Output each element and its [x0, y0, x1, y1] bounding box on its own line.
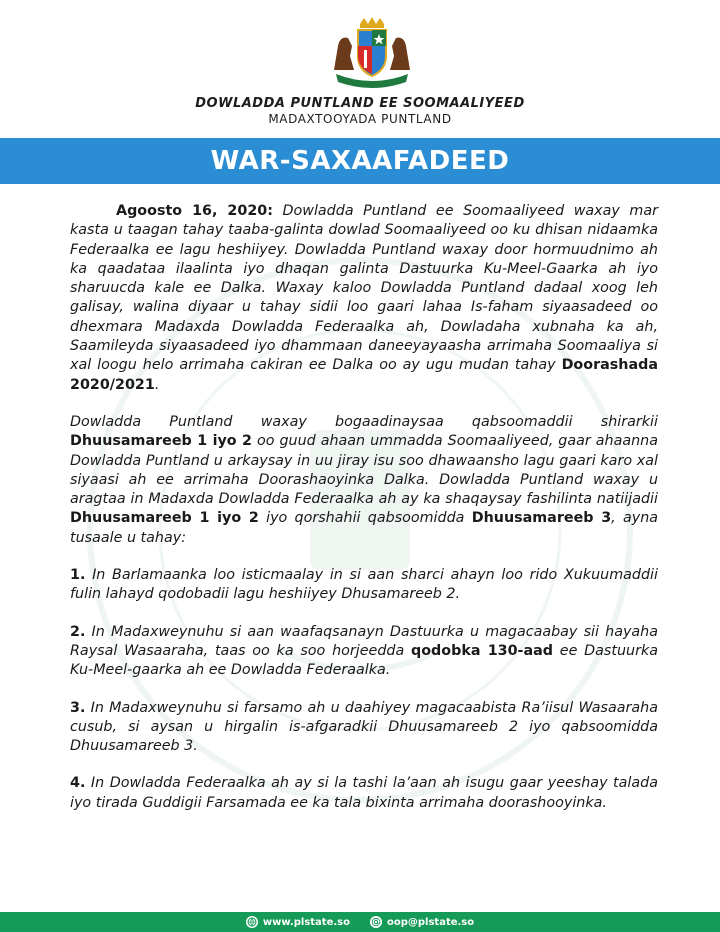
- office-name: MADAXTOOYADA PUNTLAND: [268, 112, 452, 126]
- point-4: [70, 774, 658, 813]
- bold-term: Dhuusamareeb 3: [471, 510, 612, 527]
- title-banner: [0, 138, 720, 184]
- paragraph-text: iyo qorshahii qabsoomidda: [258, 510, 472, 527]
- website-link[interactable]: www.plstate.so: [262, 916, 350, 928]
- paragraph-text: oo guud ahaan ummadda Soomaaliyeed, gaar ahaanna Dowladda Puntland u arkaysay in uu jiray isu soo dhawaansho lagu gaari karo xal siyaasi ah ee arrimaha Doorashaoyinka Dalka. Dowladda Puntland waxay u aragtaa in Madaxda Dowladda Federaalka ah ay ka shaqaysay fashilinta natiijadii: [70, 433, 658, 508]
- email-link[interactable]: oop@plstate.so: [386, 916, 475, 928]
- government-name: DOWLADDA PUNTLAND EE SOOMAALIYEED: [195, 96, 525, 111]
- bold-term: qodobka 130-aad: [411, 642, 554, 659]
- footer-email[interactable]: [370, 916, 474, 928]
- paragraph-text: Dowladda Puntland ee Soomaaliyeed waxay mar kasta u taagan tahay taaba-galinta dowlad Soomaaliyeed oo ku dhisan nidaamka Federaalka ee lagu heshiiyey. Dowladda Puntland waxay door hormuudnimo ah ka qaadataa ilaalinta iyo dhaqan galinta Dastuurka Ku-Meel-Gaarka ah iyo sharuucda kale ee Dalka. Waxay kaloo Dowladda Puntland dadaal xoog leh galisay, walina diyaar u tahay sidii loo gaari lahaa Is-faham siyaasadeed oo dhexmara Madaxda Dowladda Federaalka ah, Dowladaha xubnaha ka ah, Saamileyda siyaasadeed iyo dhammaan daneeyayaasha arrimaha Soomaaliya si xal loogu helo arrimaha cakiran ee Dalka oo ay ugu mudan tahay: [70, 203, 658, 374]
- paragraph-text: Dowladda Puntland waxay bogaadinaysaa qabsoomaddii shirarkii: [70, 413, 658, 430]
- point-number: 4.: [70, 775, 86, 792]
- point-text: In Dowladda Federaalka ah ay si la tashi la’aan ah isugu gaar yeeshay talada iyo tirada Guddigii Farsamada ee ka tala bixinta arrimaha doorashooyinka.: [70, 775, 658, 811]
- paragraph-text: .: [154, 376, 160, 393]
- point-text: ee Dastuurka Ku-Meel-gaarka ah ee Dowladda Federaalka.: [70, 642, 658, 679]
- paragraph-2: [70, 413, 658, 548]
- footer-website[interactable]: [246, 916, 350, 928]
- bold-term: Dhuusamareeb 1 iyo 2: [70, 433, 252, 450]
- puntland-coat-of-arms-logo: [328, 16, 416, 88]
- point-text: In Madaxweynuhu si aan waafaqsanayn Dastuurka u magacaabay sii hayaha Raysal Wasaaraha, taas oo ka soo horjeedda: [70, 623, 658, 659]
- paragraph-1: [70, 202, 658, 395]
- letterhead: [0, 96, 720, 126]
- at-icon: [370, 916, 382, 928]
- bold-term: Dhuusamareeb 1 iyo 2: [70, 510, 259, 527]
- point-number: 2.: [70, 623, 86, 640]
- footer-bar: [0, 912, 720, 932]
- bold-term: Doorashada 2020/2021: [70, 357, 658, 393]
- paragraph-text: , ayna tusaale u tahay:: [70, 510, 659, 546]
- release-date: Agoosto 16, 2020:: [116, 203, 273, 219]
- press-release-title: WAR-SAXAAFADEED: [210, 146, 510, 176]
- point-text: In Barlamaanka loo isticmaalay in si aan sharci ahayn loo rido Xukuumaddii fulin lahayd qodobadii lagu heshiiyey Dhusamareeb 2.: [70, 567, 658, 603]
- globe-icon: [246, 916, 258, 928]
- point-3: [70, 699, 658, 757]
- point-number: 3.: [70, 699, 86, 716]
- point-1: [70, 566, 658, 605]
- point-number: 1.: [70, 567, 86, 584]
- point-2: [70, 623, 658, 681]
- point-text: In Madaxweynuhu si farsamo ah u daahiyey magacaabista Ra’iisul Wasaaraha cusub, si aysan u hirgalin is-afgaradkii Dhuusamareeb 2 iyo qabsoomidda Dhuusamareeb 3.: [70, 699, 658, 755]
- press-release-body: [70, 202, 658, 831]
